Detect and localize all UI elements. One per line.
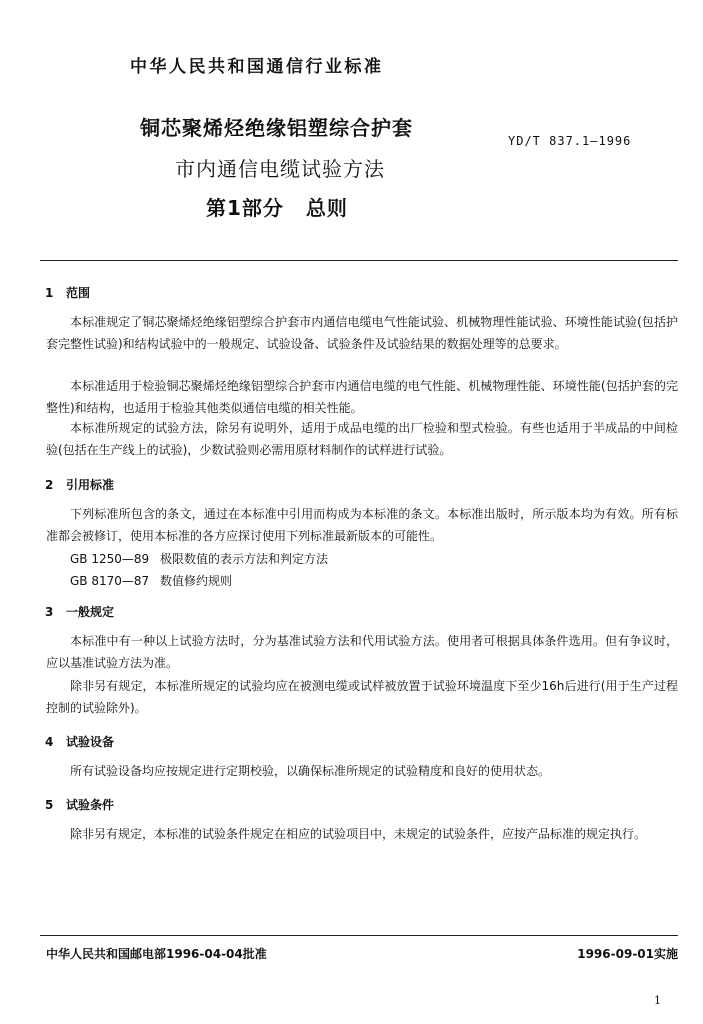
title-line-2: 市内通信电缆试验方法 bbox=[175, 157, 385, 181]
title-line-3 bbox=[206, 192, 348, 221]
section-2-heading bbox=[45, 476, 114, 493]
approval-statement: 中华人民共和国邮电部1996-04-04批准 bbox=[46, 947, 267, 961]
section-title: 一般规定 bbox=[66, 605, 115, 619]
section-3-paragraph-1: 本标准中有一种以上试验方法时，分为基准试验方法和代用试验方法。使用者可根据具体条件选用。但有争议时，应以基准试验方法为准。 bbox=[46, 634, 678, 670]
section-number: 4 bbox=[45, 735, 54, 749]
section-3-paragraph-2: 除非另有规定，本标准所规定的试验均应在被测电缆或试样被放置于试验环境温度下至少16h后进行(用于生产过程控制的试验除外)。 bbox=[46, 679, 678, 715]
title-part-number: 第1部分 bbox=[206, 196, 284, 220]
reference-item bbox=[70, 572, 232, 589]
page-number: 1 bbox=[654, 994, 661, 1007]
section-title: 试验设备 bbox=[66, 735, 115, 749]
header-divider bbox=[40, 260, 678, 261]
section-4-paragraph-1: 所有试验设备均应按规定进行定期校验，以确保标准所规定的试验精度和良好的使用状态。 bbox=[70, 764, 551, 778]
section-3-heading bbox=[45, 603, 114, 620]
reference-title: 数值修约规则 bbox=[160, 574, 233, 588]
section-number: 3 bbox=[45, 605, 54, 619]
section-1-heading bbox=[45, 284, 90, 301]
section-number: 1 bbox=[45, 286, 54, 300]
footer-divider bbox=[40, 935, 678, 936]
section-number: 5 bbox=[45, 798, 54, 812]
section-title: 引用标准 bbox=[66, 478, 115, 492]
section-1-paragraph-2: 本标准适用于检验铜芯聚烯烃绝缘铝塑综合护套市内通信电缆的电气性能、机械物理性能、环境性能(包括护套的完整性)和结构，也适用于检验其他类似通信电缆的相关性能。 bbox=[46, 379, 678, 415]
section-4-heading bbox=[45, 733, 114, 750]
standard-code: YD/T 837.1—1996 bbox=[508, 134, 632, 148]
implementation-date: 1996-09-01实施 bbox=[577, 947, 678, 961]
section-1-paragraph-3: 本标准所规定的试验方法，除另有说明外，适用于成品电缆的出厂检验和型式检验。有些也适用于半成品的中间检验(包括在生产线上的试验)，少数试验则必需用原材料制作的试样进行试验。 bbox=[46, 421, 678, 457]
issuing-organization: 中华人民共和国通信行业标准 bbox=[130, 57, 384, 77]
section-2-paragraph-1: 下列标准所包含的条文，通过在本标准中引用而构成为本标准的条文。本标准出版时，所示版本均为有效。所有标准都会被修订，使用本标准的各方应探讨使用下列标准最新版本的可能性。 bbox=[46, 507, 678, 543]
section-number: 2 bbox=[45, 478, 54, 492]
section-5-paragraph-1: 除非另有规定，本标准的试验条件规定在相应的试验项目中，未规定的试验条件，应按产品标准的规定执行。 bbox=[70, 827, 647, 841]
section-title: 试验条件 bbox=[66, 798, 115, 812]
section-1-paragraph-1: 本标准规定了铜芯聚烯烃绝缘铝塑综合护套市内通信电缆电气性能试验、机械物理性能试验、环境性能试验(包括护套完整性试验)和结构试验中的一般规定、试验设备、试验条件及试验结果的数据处理等的总要求。 bbox=[46, 315, 678, 351]
section-title: 范围 bbox=[66, 286, 91, 300]
title-line-1: 铜芯聚烯烃绝缘铝塑综合护套 bbox=[140, 116, 413, 140]
reference-code: GB 8170—87 bbox=[70, 574, 150, 588]
section-5-heading bbox=[45, 796, 114, 813]
reference-item bbox=[70, 550, 328, 567]
title-part-name: 总则 bbox=[305, 196, 348, 220]
reference-title: 极限数值的表示方法和判定方法 bbox=[160, 552, 329, 566]
reference-code: GB 1250—89 bbox=[70, 552, 150, 566]
